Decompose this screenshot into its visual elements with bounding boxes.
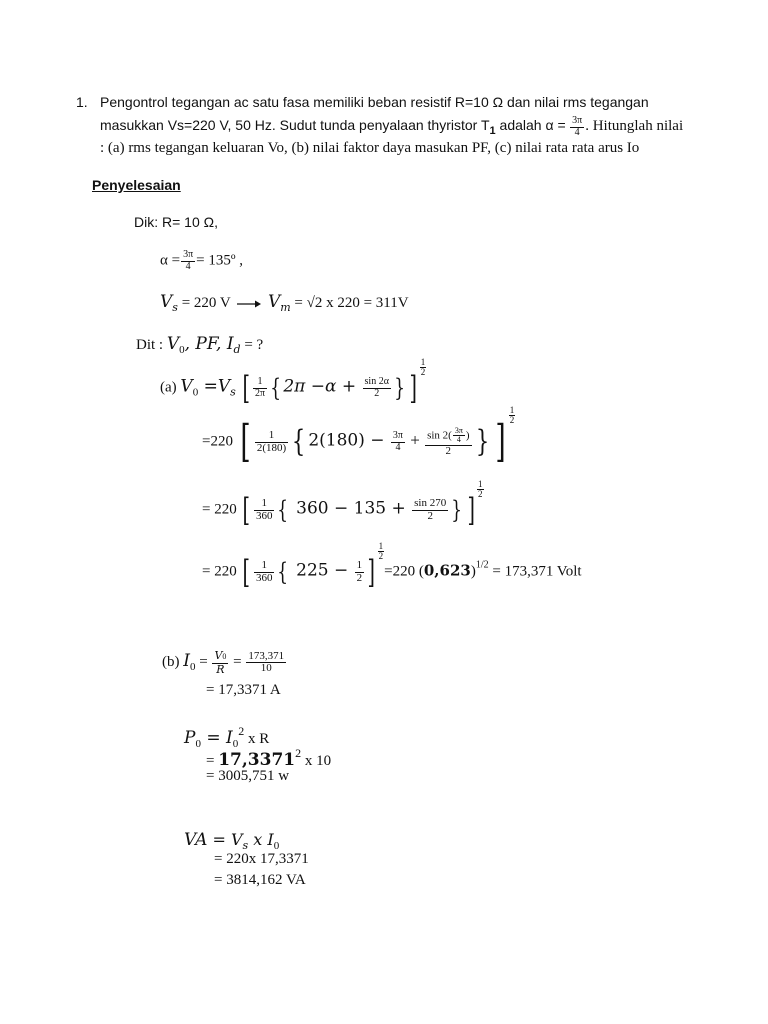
exponent-num: 1 (478, 479, 483, 489)
dit-i-sub: d (233, 343, 241, 356)
one-over-2pi (253, 377, 267, 399)
p0-line-2 (206, 746, 331, 770)
alpha-fraction (570, 116, 584, 138)
right-brace: } (475, 424, 489, 459)
sin270-denominator: 2 (427, 509, 433, 522)
given-voltage (160, 292, 409, 314)
p0-xr: x R (244, 731, 270, 747)
exponent-den: 2 (420, 367, 426, 377)
value-0623: 0,623 (423, 561, 471, 580)
sin-prefix: sin 2( (427, 429, 452, 442)
dit-v: V (166, 334, 180, 354)
va-result: = 3814,162 VA (214, 872, 306, 888)
unknowns (136, 334, 263, 356)
expr-2-a: 2(180) − (308, 430, 390, 451)
given-alpha-denominator: 4 (185, 260, 191, 272)
p0-line-2-prefix: = (206, 753, 219, 769)
problem-line-3: : (a) rms tegangan keluaran Vo, (b) nilai faktor daya masukan PF, (c) nilai rata rata arus Io (100, 140, 640, 156)
v0-over-r (212, 650, 228, 675)
fraction-one: 1 (254, 560, 275, 573)
r-denominator: R (216, 662, 225, 676)
one-over-360 (254, 498, 275, 522)
part-a-v0-sub: 0 (192, 386, 199, 399)
problem-line-1: Pengontrol tegangan ac satu fasa memiliki beban resistif R=10 Ω dan nilai rms tegangan (100, 94, 649, 110)
fraction-one: 1 (254, 498, 275, 511)
sin-denominator: 2 (445, 444, 452, 457)
exponent-half (378, 542, 385, 561)
line-3-prefix: = 220 (202, 501, 237, 518)
v0-symbol: V (214, 649, 223, 662)
va-vs-sub: s (242, 839, 249, 852)
p0-result: = 3005,751 w (206, 768, 290, 784)
part-a-line-4 (202, 541, 582, 591)
sin2a-numerator: sin 2α (364, 376, 389, 387)
left-bracket: [ (242, 553, 251, 591)
va-i-sub: 0 (273, 840, 280, 852)
solution-heading: Penyelesaian (92, 177, 181, 193)
left-bracket: [ (242, 369, 250, 407)
p0-eq-i: = I (200, 728, 233, 748)
right-bracket: ] (495, 416, 506, 467)
given-alpha-numerator: 3π (183, 249, 194, 260)
left-bracket: [ (242, 491, 251, 529)
right-brace: } (394, 374, 405, 402)
part-b-eq-2: = (229, 653, 246, 670)
fraction-360: 360 (255, 571, 273, 584)
sin2a-denominator: 2 (374, 387, 380, 399)
left-brace: { (270, 374, 282, 402)
right-bracket: ] (367, 553, 376, 591)
fraction-3pi: 3π (392, 430, 403, 441)
half-numerator: 1 (356, 558, 363, 571)
dit-v-sub: 0 (179, 344, 185, 356)
part-a-vs-sub: s (230, 385, 236, 399)
part-a-label: (a) (160, 379, 181, 396)
inner-3pi: 3π (454, 425, 463, 435)
inner-3pi-over-4 (453, 427, 465, 445)
inner-4: 4 (456, 435, 461, 445)
part-a-expr-1: 2π −α + (283, 376, 362, 397)
fraction-2pi: 2π (255, 387, 266, 399)
alpha-denominator: 4 (574, 126, 580, 138)
result-close: ) (470, 563, 476, 580)
v0-numerator (212, 650, 228, 664)
value-fraction (246, 651, 286, 675)
vm-symbol: V (267, 292, 281, 312)
p0-current-value: 17,3371 (218, 750, 296, 770)
dit-eq: = ? (240, 337, 264, 353)
given-alpha-fraction (181, 250, 195, 272)
problem-number: 1. (76, 94, 88, 110)
problem-line-2-text-b: adalah α = (495, 117, 566, 134)
right-bracket: ] (467, 491, 475, 529)
sin2a-fraction (363, 377, 391, 399)
p0-value-square: 2 (295, 746, 302, 760)
left-bracket: [ (240, 416, 251, 467)
exponent-half (477, 480, 484, 499)
part-a-line-1 (160, 357, 426, 407)
given-alpha-value: = 135º , (196, 252, 244, 269)
problem-line-2-text-c: . Hitunglah nilai (585, 118, 684, 135)
fraction-2-180: 2(180) (256, 441, 287, 454)
sin270-fraction (412, 498, 448, 522)
va-times-i: x I (248, 830, 274, 849)
vs-value: = 220 V (177, 295, 231, 311)
half-fraction (355, 560, 365, 584)
vm-subscript: m (280, 301, 291, 314)
part-b-i0: I (183, 650, 190, 671)
given-alpha (160, 250, 243, 272)
given-alpha-prefix: α = (160, 252, 181, 269)
vs-subscript: s (172, 301, 178, 314)
line-2-prefix: =220 (202, 433, 233, 450)
sin-suffix: ) (465, 429, 470, 442)
half-denominator: 2 (356, 571, 363, 584)
right-arrow-icon (236, 299, 262, 309)
alpha-numerator: 3π (572, 115, 583, 126)
va-line-2: = 220x 17,3371 (214, 851, 309, 867)
fraction-one: 1 (253, 377, 267, 389)
value-numerator: 173,371 (248, 649, 285, 662)
problem-line-2-text-a: masukkan Vs=220 V, 50 Hz. Sudut tunda penyalaan thyristor T (100, 117, 490, 134)
exponent-num: 1 (378, 541, 384, 551)
exponent-num: 1 (509, 405, 515, 415)
va-symbol: VA (184, 830, 208, 850)
problem-line-2 (100, 116, 683, 138)
expr-4: 225 − (290, 560, 354, 581)
left-brace: { (277, 558, 289, 586)
fraction-one: 1 (255, 430, 288, 443)
given-resistance: Dik: R= 10 Ω, (134, 214, 218, 230)
p0-square: 2 (238, 724, 245, 738)
sin270-numerator: sin 270 (414, 496, 447, 509)
p0-i-sub: 0 (232, 738, 239, 750)
exponent-1-2: 1/2 (475, 559, 489, 571)
part-a-v0: V (180, 376, 193, 397)
result-volt: = 173,371 Volt (488, 563, 582, 580)
sin-fraction (425, 427, 471, 457)
exponent-den: 2 (509, 415, 515, 425)
part-b-i0-sub: 0 (189, 660, 196, 673)
v0-sub: 0 (222, 652, 227, 661)
va-eq-vs: = V (207, 830, 243, 849)
3pi-over-4 (391, 431, 405, 453)
right-bracket: ] (409, 369, 418, 407)
fraction-4: 4 (395, 441, 401, 453)
i0-result: = 17,3371 A (206, 682, 281, 698)
vm-value: = √2 x 220 = 311V (290, 295, 409, 311)
p0-sub: 0 (195, 738, 201, 750)
part-a-line-2 (202, 405, 515, 467)
exponent-half (420, 358, 427, 377)
fraction-360: 360 (255, 509, 273, 522)
exponent-den: 2 (378, 551, 384, 561)
dit-prefix: Dit : (136, 337, 167, 353)
one-over-360 (254, 560, 275, 584)
value-denominator: 10 (260, 662, 272, 675)
result-prefix: =220 ( (384, 563, 424, 580)
left-brace: { (292, 424, 306, 459)
exponent-half (509, 406, 516, 425)
exponent-num: 1 (420, 357, 426, 367)
left-brace: { (277, 496, 289, 524)
va-line-1 (184, 830, 279, 852)
sin-numerator (425, 427, 471, 446)
exponent-den: 2 (478, 489, 483, 499)
expr-3: 360 − 135 + (290, 498, 412, 519)
plus-sign: + (405, 430, 425, 450)
right-brace: } (451, 496, 463, 524)
part-a-line-3 (202, 479, 484, 529)
thyristor-subscript: 1 (489, 125, 496, 138)
p0-symbol: P (184, 728, 196, 748)
part-a-eq-vs: =V (198, 376, 231, 397)
p0-times-10: x 10 (301, 753, 332, 769)
part-b-eq: = (195, 653, 212, 670)
line-4-prefix: = 220 (202, 563, 237, 580)
part-b-label: (b) (162, 653, 184, 670)
dit-pf-i: , PF, I (184, 334, 234, 354)
one-over-2-180 (255, 430, 288, 454)
part-b-line-1 (162, 650, 287, 675)
vs-symbol: V (160, 292, 173, 312)
